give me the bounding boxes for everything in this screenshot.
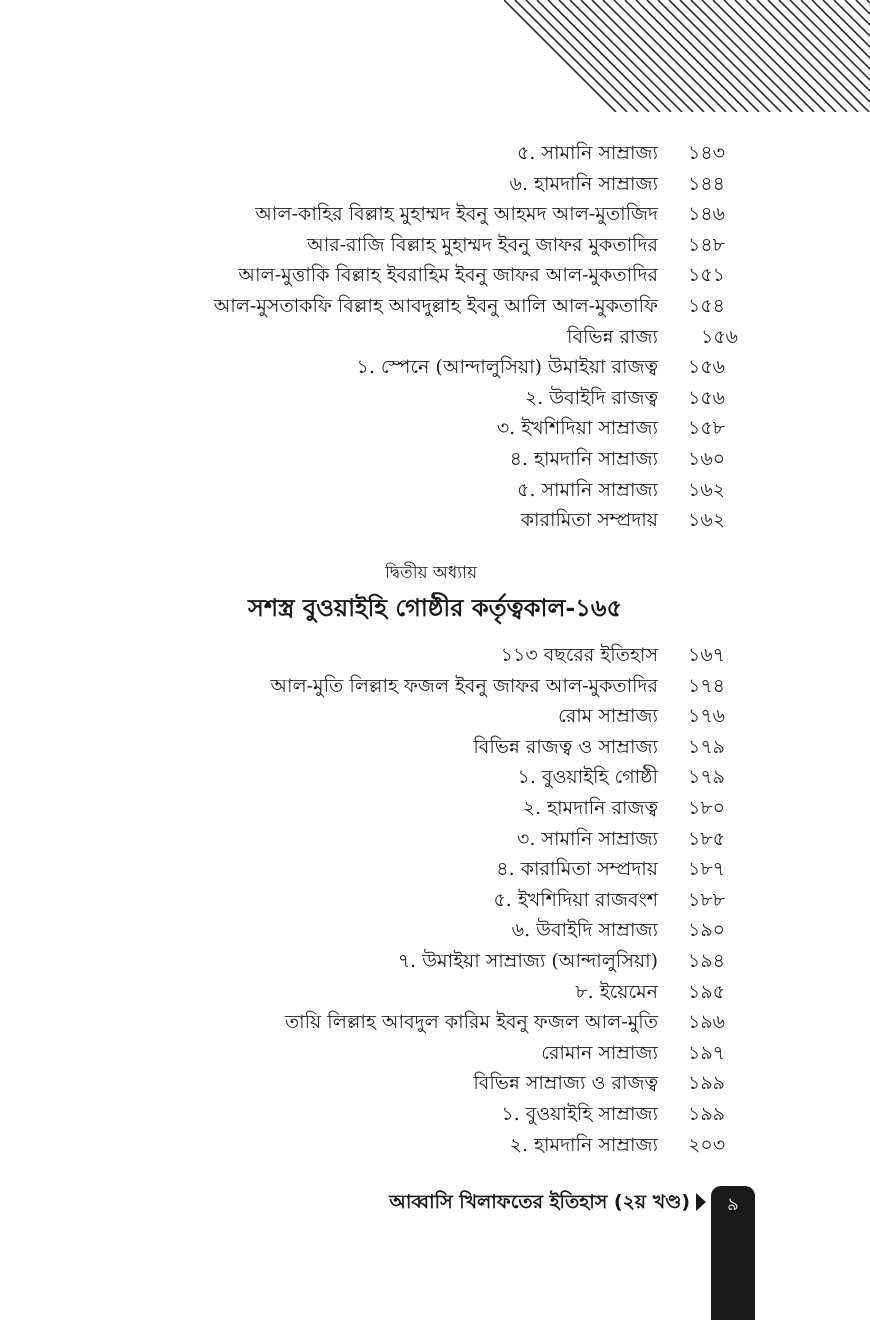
toc-entry-title: আল-মুসতাকফি বিল্লাহ আবদুল্লাহ ইবনু আলি আল-মুকতাফি xyxy=(213,294,658,317)
toc-row[interactable] xyxy=(0,199,870,230)
toc-entry-page: ১৫৬ xyxy=(688,386,726,409)
toc-row[interactable] xyxy=(0,1130,870,1161)
toc-row[interactable] xyxy=(0,138,870,169)
toc-row[interactable] xyxy=(0,413,870,444)
chapter-label-text: দ্বিতীয় অধ্যায় xyxy=(385,563,478,583)
page-number: ৯ xyxy=(727,1194,739,1215)
toc-row[interactable] xyxy=(0,444,870,475)
toc-entry-page: ১৬০ xyxy=(688,447,726,470)
toc-part2 xyxy=(0,640,870,1160)
toc-row[interactable] xyxy=(0,762,870,793)
hatch-line xyxy=(548,0,660,112)
hatch-line xyxy=(526,0,638,112)
toc-row[interactable] xyxy=(0,977,870,1008)
toc-part1 xyxy=(0,138,870,536)
toc-entry-page: ১৯৫ xyxy=(688,980,725,1003)
toc-entry-title: ৩. সামানি সাম্রাজ্য xyxy=(517,827,658,850)
toc-entry-title: ৫. সামানি সাম্রাজ্য xyxy=(517,478,658,501)
toc-entry-title: আর-রাজি বিল্লাহ মুহাম্মদ ইবনু জাফর মুকতাদির xyxy=(307,233,658,256)
hatch-line xyxy=(537,0,649,112)
toc-entry-page: ১৪৬ xyxy=(688,203,726,226)
toc-entry-title: ১. স্পেনে (আন্দালুসিয়া) উমাইয়া রাজত্ব xyxy=(356,356,658,379)
toc-entry-page: ১৪৮ xyxy=(688,233,725,256)
toc-entry-page: ১৬২ xyxy=(688,478,726,501)
hatch-line xyxy=(658,0,770,112)
toc-entry-title: আল-মুত্তাকি বিল্লাহ ইবরাহিম ইবনু জাফর আল-মুকতাদির xyxy=(238,264,658,287)
footer-book-title: আব্বাসি খিলাফতের ইতিহাস (২য় খণ্ড) xyxy=(389,1191,690,1213)
hatch-line xyxy=(570,0,682,112)
toc-entry-page: ১৭৯ xyxy=(688,735,726,758)
toc-entry-page: ২০৩ xyxy=(688,1133,726,1156)
hatch-line xyxy=(625,0,737,112)
toc-row[interactable] xyxy=(0,352,870,383)
hatch-line xyxy=(746,0,858,112)
toc-entry-title: ২. হামদানি সাম্রাজ্য xyxy=(509,1133,658,1156)
toc-row[interactable] xyxy=(0,505,870,536)
toc-row[interactable] xyxy=(0,732,870,763)
play-arrow-icon xyxy=(696,1193,706,1211)
toc-entry-title: ৩. ইখশিদিয়া সাম্রাজ্য xyxy=(496,417,658,440)
toc-entry-title: বিভিন্ন রাজত্ব ও সাম্রাজ্য xyxy=(473,735,658,758)
toc-row[interactable] xyxy=(0,671,870,702)
toc-row[interactable] xyxy=(0,1068,870,1099)
toc-entry-title: রোম সাম্রাজ্য xyxy=(558,705,658,728)
toc-entry-page: ১৭৪ xyxy=(688,674,726,697)
hatch-line xyxy=(680,0,792,112)
toc-entry-page: ১৯৬ xyxy=(688,1011,726,1034)
toc-row[interactable] xyxy=(0,854,870,885)
page-number-tab xyxy=(711,1186,755,1320)
toc-entry-page: ১৮৮ xyxy=(688,888,725,911)
toc-entry-title: ৪. হামদানি সাম্রাজ্য xyxy=(509,447,658,470)
toc-row[interactable] xyxy=(0,915,870,946)
toc-entry-title: আল-মুতি লিল্লাহ ফজল ইবনু জাফর আল-মুকতাদির xyxy=(270,674,658,697)
chapter-title-text: সশস্ত্র বুওয়াইহি গোষ্ঠীর কর্তৃত্বকাল-১৬৫ xyxy=(248,593,623,622)
toc-entry-page: ১৮০ xyxy=(688,796,726,819)
toc-entry-page: ১৪৩ xyxy=(688,142,726,164)
toc-entry-page: ১৫৮ xyxy=(688,417,725,440)
hatch-line xyxy=(581,0,693,112)
hatch-line xyxy=(614,0,726,112)
toc-entry-page: ১৪৪ xyxy=(688,172,725,195)
toc-row[interactable] xyxy=(0,322,870,353)
toc-entry-title: কারামিতা সম্প্রদায় xyxy=(520,509,658,532)
toc-entry-page: ১৯৯ xyxy=(688,1102,725,1125)
toc-entry-page: ১৭৬ xyxy=(688,705,726,728)
hatch-line xyxy=(647,0,759,112)
toc-entry-title: ৬. হামদানি সাম্রাজ্য xyxy=(509,172,658,195)
toc-entry-page: ১৭৯ xyxy=(688,766,726,789)
hatch-line xyxy=(504,0,616,112)
toc-row[interactable] xyxy=(0,1007,870,1038)
toc-entry-page: ১৯৭ xyxy=(688,1041,726,1064)
toc-row[interactable] xyxy=(0,1038,870,1069)
toc-entry-title: ৬. উবাইদি সাম্রাজ্য xyxy=(511,919,658,942)
toc-entry-page: ১৮৭ xyxy=(688,858,726,881)
hatch-line xyxy=(757,0,869,112)
toc-entry-title: ৫. সামানি সাম্রাজ্য xyxy=(517,142,658,164)
toc-row[interactable] xyxy=(0,640,870,671)
toc-row[interactable] xyxy=(0,230,870,261)
toc-entry-title: বিভিন্ন রাজ্য xyxy=(567,325,658,348)
toc-entry-title: ৫. ইখশিদিয়া রাজবংশ xyxy=(493,888,658,911)
toc-row[interactable] xyxy=(0,1099,870,1130)
toc-entry-title: ১. বুওয়াইহি গোষ্ঠী xyxy=(517,766,658,789)
toc-row[interactable] xyxy=(0,701,870,732)
hatch-line xyxy=(735,0,847,112)
toc-entry-page: ১৯০ xyxy=(688,919,726,942)
hatch-line xyxy=(603,0,715,112)
toc-entry-page: ১৫১ xyxy=(688,264,725,287)
toc-row[interactable] xyxy=(0,824,870,855)
toc-entry-page: ১৯৪ xyxy=(688,949,725,972)
toc-entry-page: ১৮৫ xyxy=(688,827,725,850)
toc-entry-title: রোমান সাম্রাজ্য xyxy=(541,1041,658,1064)
hatch-line xyxy=(559,0,671,112)
toc-row[interactable] xyxy=(0,475,870,506)
toc-entry-page: ১৫৬ xyxy=(688,356,726,379)
toc-entry-page: ১৬৭ xyxy=(688,644,726,666)
toc-entry-page: ১৫৬ xyxy=(701,325,739,348)
toc-row[interactable] xyxy=(0,793,870,824)
toc-row[interactable] xyxy=(0,260,870,291)
toc-entry-title: ১১৩ বছরের ইতিহাস xyxy=(500,644,658,666)
hatch-line xyxy=(592,0,704,112)
toc-entry-page: ১৫৪ xyxy=(688,294,725,317)
toc-entry-title: ৪. কারামিতা সম্প্রদায় xyxy=(496,858,658,881)
toc-row[interactable] xyxy=(0,383,870,414)
hatch-line xyxy=(669,0,781,112)
hatch-line xyxy=(515,0,627,112)
hatch-line xyxy=(724,0,836,112)
toc-row[interactable] xyxy=(0,946,870,977)
hatch-line xyxy=(713,0,825,112)
toc-entry-page: ১৬২ xyxy=(688,509,726,532)
hatch-line xyxy=(691,0,803,112)
toc-entry-title: তায়ি লিল্লাহ আবদুল কারিম ইবনু ফজল আল-মুতি xyxy=(284,1011,658,1034)
toc-entry-title: ১. বুওয়াইহি সাম্রাজ্য xyxy=(501,1102,658,1125)
toc-row[interactable] xyxy=(0,291,870,322)
toc-entry-title: ২. উবাইদি রাজত্ব xyxy=(524,386,658,409)
toc-entry-page: ১৯৯ xyxy=(688,1072,725,1095)
hatch-line xyxy=(636,0,748,112)
toc-entry-title: ২. হামদানি রাজত্ব xyxy=(522,796,658,819)
toc-row[interactable] xyxy=(0,169,870,200)
hatch-line xyxy=(702,0,814,112)
toc-entry-title: বিভিন্ন সাম্রাজ্য ও রাজত্ব xyxy=(473,1072,658,1095)
toc-entry-title: আল-কাহির বিল্লাহ মুহাম্মদ ইবনু আহমদ আল-মুতাজিদ xyxy=(255,203,658,226)
toc-entry-title: ৮. ইয়েমেন xyxy=(575,980,658,1003)
toc-entry-title: ৭. উমাইয়া সাম্রাজ্য (আন্দালুসিয়া) xyxy=(397,949,658,972)
toc-row[interactable] xyxy=(0,885,870,916)
diagonal-hatch-decoration xyxy=(504,0,870,112)
